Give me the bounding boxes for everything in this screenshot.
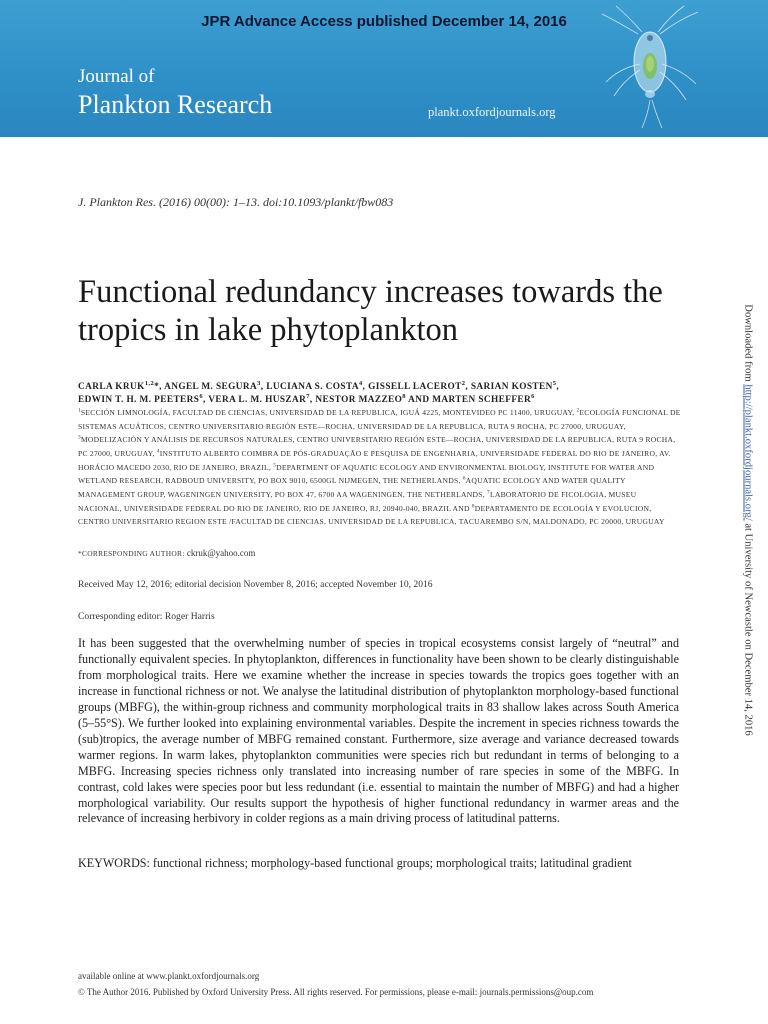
author-affiliation-mark: 7 — [306, 392, 310, 400]
side-note-suffix: at University of Newcastle on December 14, 2016 — [742, 520, 754, 736]
author — [315, 392, 433, 405]
paper-title: Functional redundancy increases towards the tropics in lake phytoplankton — [78, 274, 663, 348]
author-name: VERA L. M. HUSZAR — [208, 395, 307, 405]
corresponding-author-label: *CORRESPONDING AUTHOR: — [78, 549, 185, 558]
affiliation-number: 8 — [471, 503, 475, 510]
affiliation-number: 6 — [462, 475, 466, 482]
author — [470, 379, 560, 392]
citation-line: J. Plankton Res. (2016) 00(00): 1–13. doi:10.1093/plankt/fbw083 — [78, 195, 394, 209]
author-name: LUCIANA S. COSTA — [266, 382, 360, 392]
author — [164, 379, 267, 392]
author-affiliation-mark: 2 — [461, 379, 466, 387]
corresponding-editor: Corresponding editor: Roger Harris — [78, 611, 215, 622]
author — [78, 392, 209, 405]
corresponding-author — [78, 548, 255, 558]
author-affiliation-mark: 3 — [257, 379, 261, 387]
author — [208, 392, 316, 405]
author-name: NESTOR MAZZEO — [315, 395, 403, 405]
affiliation-number: 1 — [78, 407, 81, 414]
corresponding-author-email[interactable]: ckruk@yahoo.com — [186, 548, 256, 558]
author-name: ANGEL M. SEGURA — [164, 382, 258, 392]
author-name: EDWIN T. H. M. PEETERS — [78, 395, 200, 405]
keywords-label: KEYWORDS: — [78, 856, 150, 870]
author-name: GISSELL LACEROT — [368, 382, 462, 392]
side-note-link[interactable]: http://plankt.oxfordjournals.org/ — [742, 384, 754, 521]
author-list — [78, 381, 678, 407]
author-separator: , — [362, 382, 369, 392]
keywords — [78, 855, 688, 871]
download-side-note — [743, 304, 754, 735]
side-note-prefix: Downloaded from — [742, 304, 754, 385]
keywords-text: functional richness; morphology-based functional groups; morphological traits; latitudinal gradient — [152, 856, 632, 870]
affiliation-number: 7 — [487, 489, 490, 496]
author — [78, 379, 165, 392]
journal-name-line2: Plankton Research — [78, 90, 273, 119]
author-separator: , — [309, 395, 316, 405]
advance-access-notice: JPR Advance Access published December 14, 2016 — [201, 13, 567, 30]
affiliation-number: 4 — [156, 448, 160, 455]
author-name: SARIAN KOSTEN — [470, 382, 553, 392]
affiliation-text: MODELIZACIÓN Y ANÁLISIS DE RECURSOS NATURALES, CENTRO UNIVERSITARIO REGIÓN ESTE—ROCHA, UNIVERSIDAD DE LA REPUBLICA, RUTA 9 ROCHA, PC 27000, URUGUAY, — [78, 435, 676, 458]
author-affiliation-mark: 5 — [552, 379, 557, 387]
footer-copyright: © The Author 2016. Published by Oxford University Press. All rights reserved. For permissions, please e-mail: journals.permissions@oup.com — [78, 987, 594, 997]
author-affiliation-mark: 6 — [199, 392, 203, 400]
author-separator: , — [465, 382, 471, 392]
author-separator: , — [159, 382, 165, 392]
author — [266, 379, 369, 392]
corresponding-author-mark: * — [154, 382, 160, 392]
author — [368, 379, 471, 392]
affiliation-list — [78, 406, 682, 529]
author-separator: , — [203, 395, 209, 405]
affiliation-number: 3 — [78, 434, 81, 441]
author — [432, 392, 535, 405]
footer-availability: available online at www.plankt.oxfordjournals.org — [78, 971, 260, 981]
affiliation-text: SECCIÓN LIMNOLOGÍA, FACULTAD DE CIENCIAS, UNIVERSIDAD DE LA REPUBLICA, IGUÁ 4225, MONTEVIDEO PC 11400, URUGUAY, — [80, 408, 577, 417]
affiliation-number: 2 — [576, 407, 580, 414]
affiliation-text: LABORATORIO DE FICOLOGIA, MUSEU NACIONAL, UNIVERSIDADE FEDERAL DO RIO DE JANEIRO, RIO DE JANEIRO, RJ, 20940-040, BRAZIL AND — [78, 489, 637, 513]
affiliation-text: AQUATIC ECOLOGY AND WATER QUALITY MANAGEMENT GROUP, WAGENINGEN UNIVERSITY, PO BOX 47, 6700 AA WAGENINGEN, THE NETHERLANDS, — [78, 476, 626, 499]
author-name: MARTEN SCHEFFER — [432, 395, 532, 405]
affiliation-text: INSTITUTO ALBERTO COIMBRA DE PÓS-GRADUAÇÃO E PESQUISA DE ENGENHARIA, UNIVERSIDADE FEDERAL DO RIO DE JANEIRO, AV. HORÁCIO MACEDO 2030, RIO DE JANEIRO, BRAZIL, — [78, 448, 671, 472]
affiliation — [78, 408, 577, 417]
journal-url[interactable]: plankt.oxfordjournals.org — [428, 105, 556, 119]
affiliation-text: DEPARTAMENTO DE ECOLOGÍA Y EVOLUCION, CENTRO UNIVERSITARIO REGION ESTE /FACULTAD DE CIENCIAS, UNIVERSIDAD DE LA REPUBLICA, TACUAREMBO S/N, MALDONADO, PC 20000, URUGUAY — [78, 503, 665, 527]
journal-banner — [0, 0, 768, 137]
author-separator: AND — [405, 395, 433, 405]
page-footer — [78, 968, 698, 1000]
author-affiliation-mark: 1,2 — [144, 379, 155, 387]
author-affiliation-mark: 4 — [359, 379, 363, 387]
author-name: CARLA KRUK — [78, 382, 145, 392]
plankton-illustration-icon — [598, 4, 703, 130]
author-separator: , — [260, 382, 267, 392]
author-affiliation-mark: 8 — [402, 392, 406, 400]
abstract-text: It has been suggested that the overwhelming number of species in tropical ecosystems consist largely of “neutral” and functionally equivalent species. In phytoplankton, differences in functionality have been shown to be clearly distinguishable from morphological traits. Here we examine whether the increase in species towards the tropics goes together with an increase in functional richness or not. We analyse the latitudinal distribution of phytoplankton morphology-based functional groups (MBFG), the within-group richness and community morphological traits in 83 shallow lakes across South America (5–55°S). We further looked into explaining environmental variables. Despite the increment in species richness towards the (sub)tropics, the average number of MBFG remained constant. Furthermore, size average and variance decreased towards warmer regions. In warm lakes, phytoplankton communities were species rich but redundant in terms of belonging to a MBFG. Increasing species richness only translated into increasing number of rare species in some of the MBFG. In contrast, cold lakes were species poor but less redundant (i.e. essential to maintain the number of MBFG) and had a higher morphological variability. Our results support the hypothesis of higher functional redundancy in warmer areas and the relevance of increasing herbivory in colder regions as a main driving process of latitudinal patterns. — [78, 636, 679, 826]
received-dates: Received May 12, 2016; editorial decision November 8, 2016; accepted November 10, 2016 — [78, 579, 433, 590]
affiliation-text: ECOLOGÍA FUNCIONAL DE SISTEMAS ACUÁTICOS, CENTRO UNIVERSITARIO REGIÓN ESTE—ROCHA, UNIVERSIDAD DE LA REPUBLICA, RUTA 9 ROCHA, PC 27000, URUGUAY, — [78, 408, 681, 431]
affiliation-text: DEPARTMENT OF AQUATIC ECOLOGY AND ENVIRONMENTAL BIOLOGY, INSTITUTE FOR WATER AND WETLAND RESEARCH, RADBOUD UNIVERSITY, PO BOX 9010, 6500GL NIJMEGEN, THE NETHERLANDS, — [78, 462, 655, 486]
author-affiliation-mark: 6 — [531, 392, 535, 400]
journal-name-line1: Journal of — [78, 66, 155, 87]
author-separator: , — [556, 382, 560, 392]
affiliation-number: 5 — [273, 462, 277, 469]
